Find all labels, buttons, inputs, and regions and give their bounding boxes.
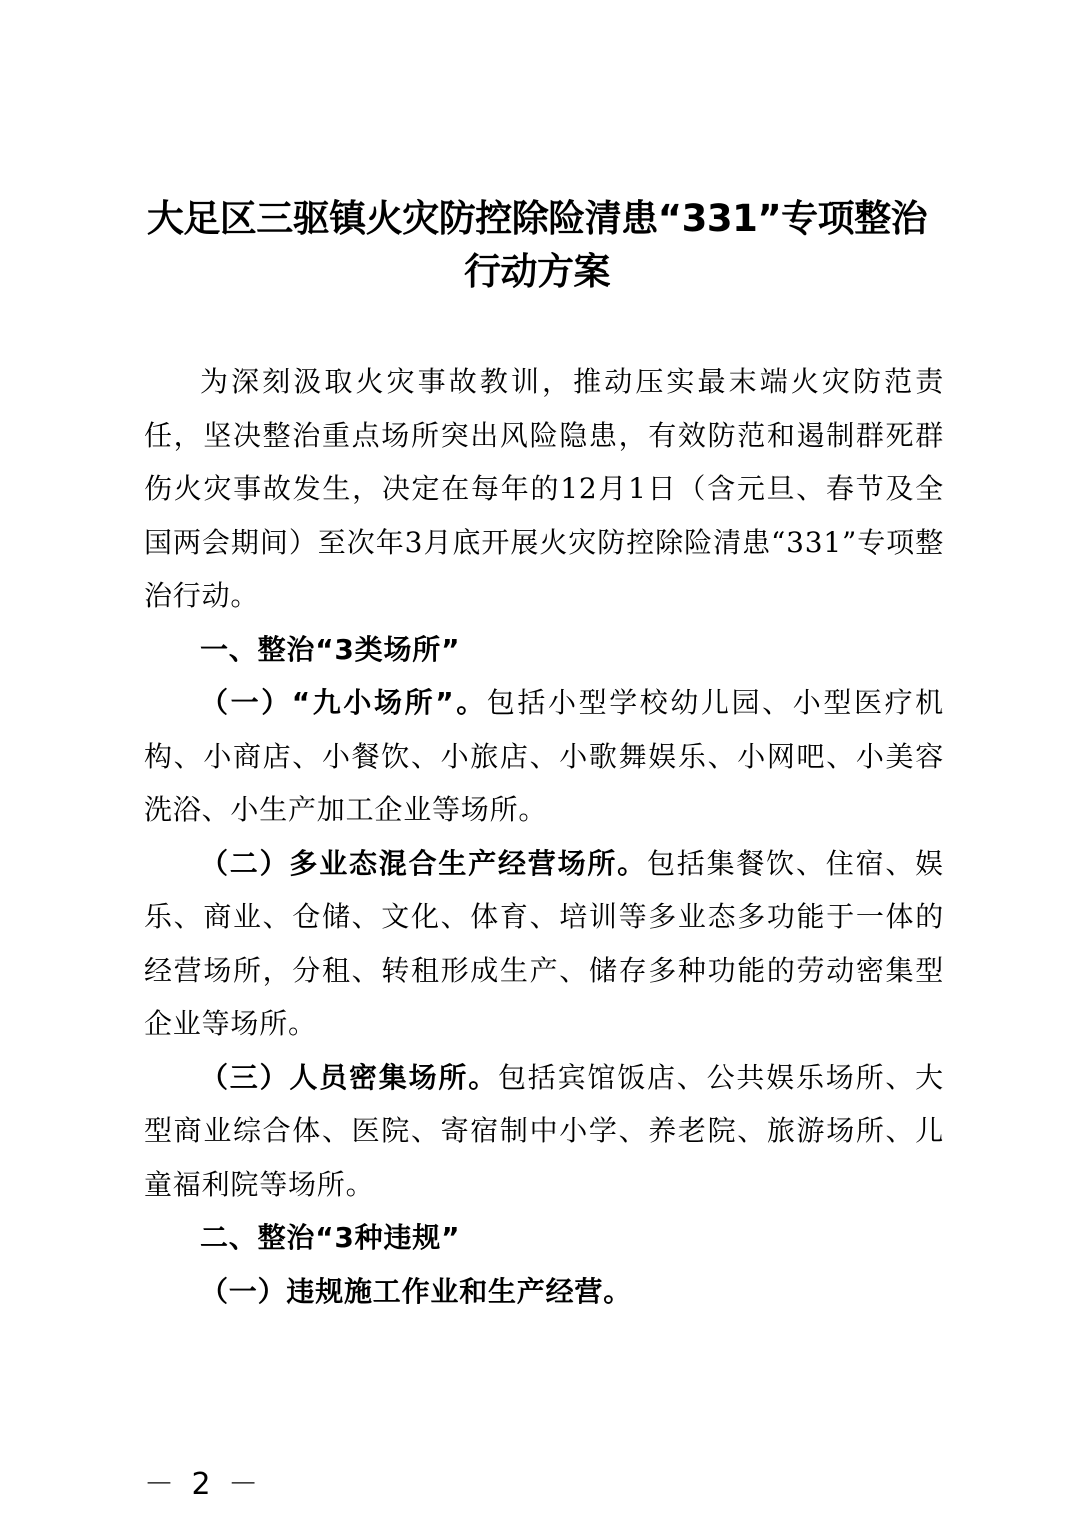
document-body [144, 355, 944, 1318]
section-1-item-2-lead: （二）多业态混合生产经营场所。 [200, 846, 647, 880]
section-1-item-3-lead: （三）人员密集场所。 [200, 1060, 498, 1094]
section-2-heading: 二、整治“3种违规” [200, 1221, 461, 1254]
section-1-item-2-text: 包括集餐饮、住宿、娱乐、商业、仓储、文化、体育、培训等多业态多功能于一体的经营场所，分租、转租形成生产、储存多种功能的劳动密集型企业等场所。 [144, 846, 944, 1040]
section-1-item-2 [144, 837, 944, 1051]
section-1-item-3 [144, 1051, 944, 1212]
section-2-item-1 [144, 1265, 944, 1319]
page-number: － 2 － [144, 1467, 263, 1502]
section-1-item-3-text: 包括宾馆饭店、公共娱乐场所、大型商业综合体、医院、寄宿制中小学、养老院、旅游场所、儿童福利院等场所。 [144, 1060, 944, 1201]
section-1-item-1-lead: （一）“九小场所”。 [200, 686, 487, 719]
section-1-heading: 一、整治“3类场所” [200, 632, 461, 666]
section-2-item-1-lead: （一）违规施工作业和生产经营。 [200, 1274, 633, 1308]
document-title-line-2: 行动方案 [464, 250, 610, 293]
section-1-item-1 [144, 676, 944, 837]
section-1-item-1-text: 包括小型学校幼儿园、小型医疗机构、小商店、小餐饮、小旅店、小歌舞娱乐、小网吧、小美容洗浴、小生产加工企业等场所。 [144, 686, 944, 826]
document-title-line-1: 大足区三驱镇火灾防控除险清患“331”专项整治 [146, 197, 928, 240]
intro-paragraph: 为深刻汲取火灾事故教训，推动压实最末端火灾防范责任，坚决整治重点场所突出风险隐患，有效防范和遏制群死群伤火灾事故发生，决定在每年的12月1日（含元旦、春节及全国两会期间）至次年3月底开展火灾防控除险清患“331”专项整治行动。 [144, 365, 944, 612]
